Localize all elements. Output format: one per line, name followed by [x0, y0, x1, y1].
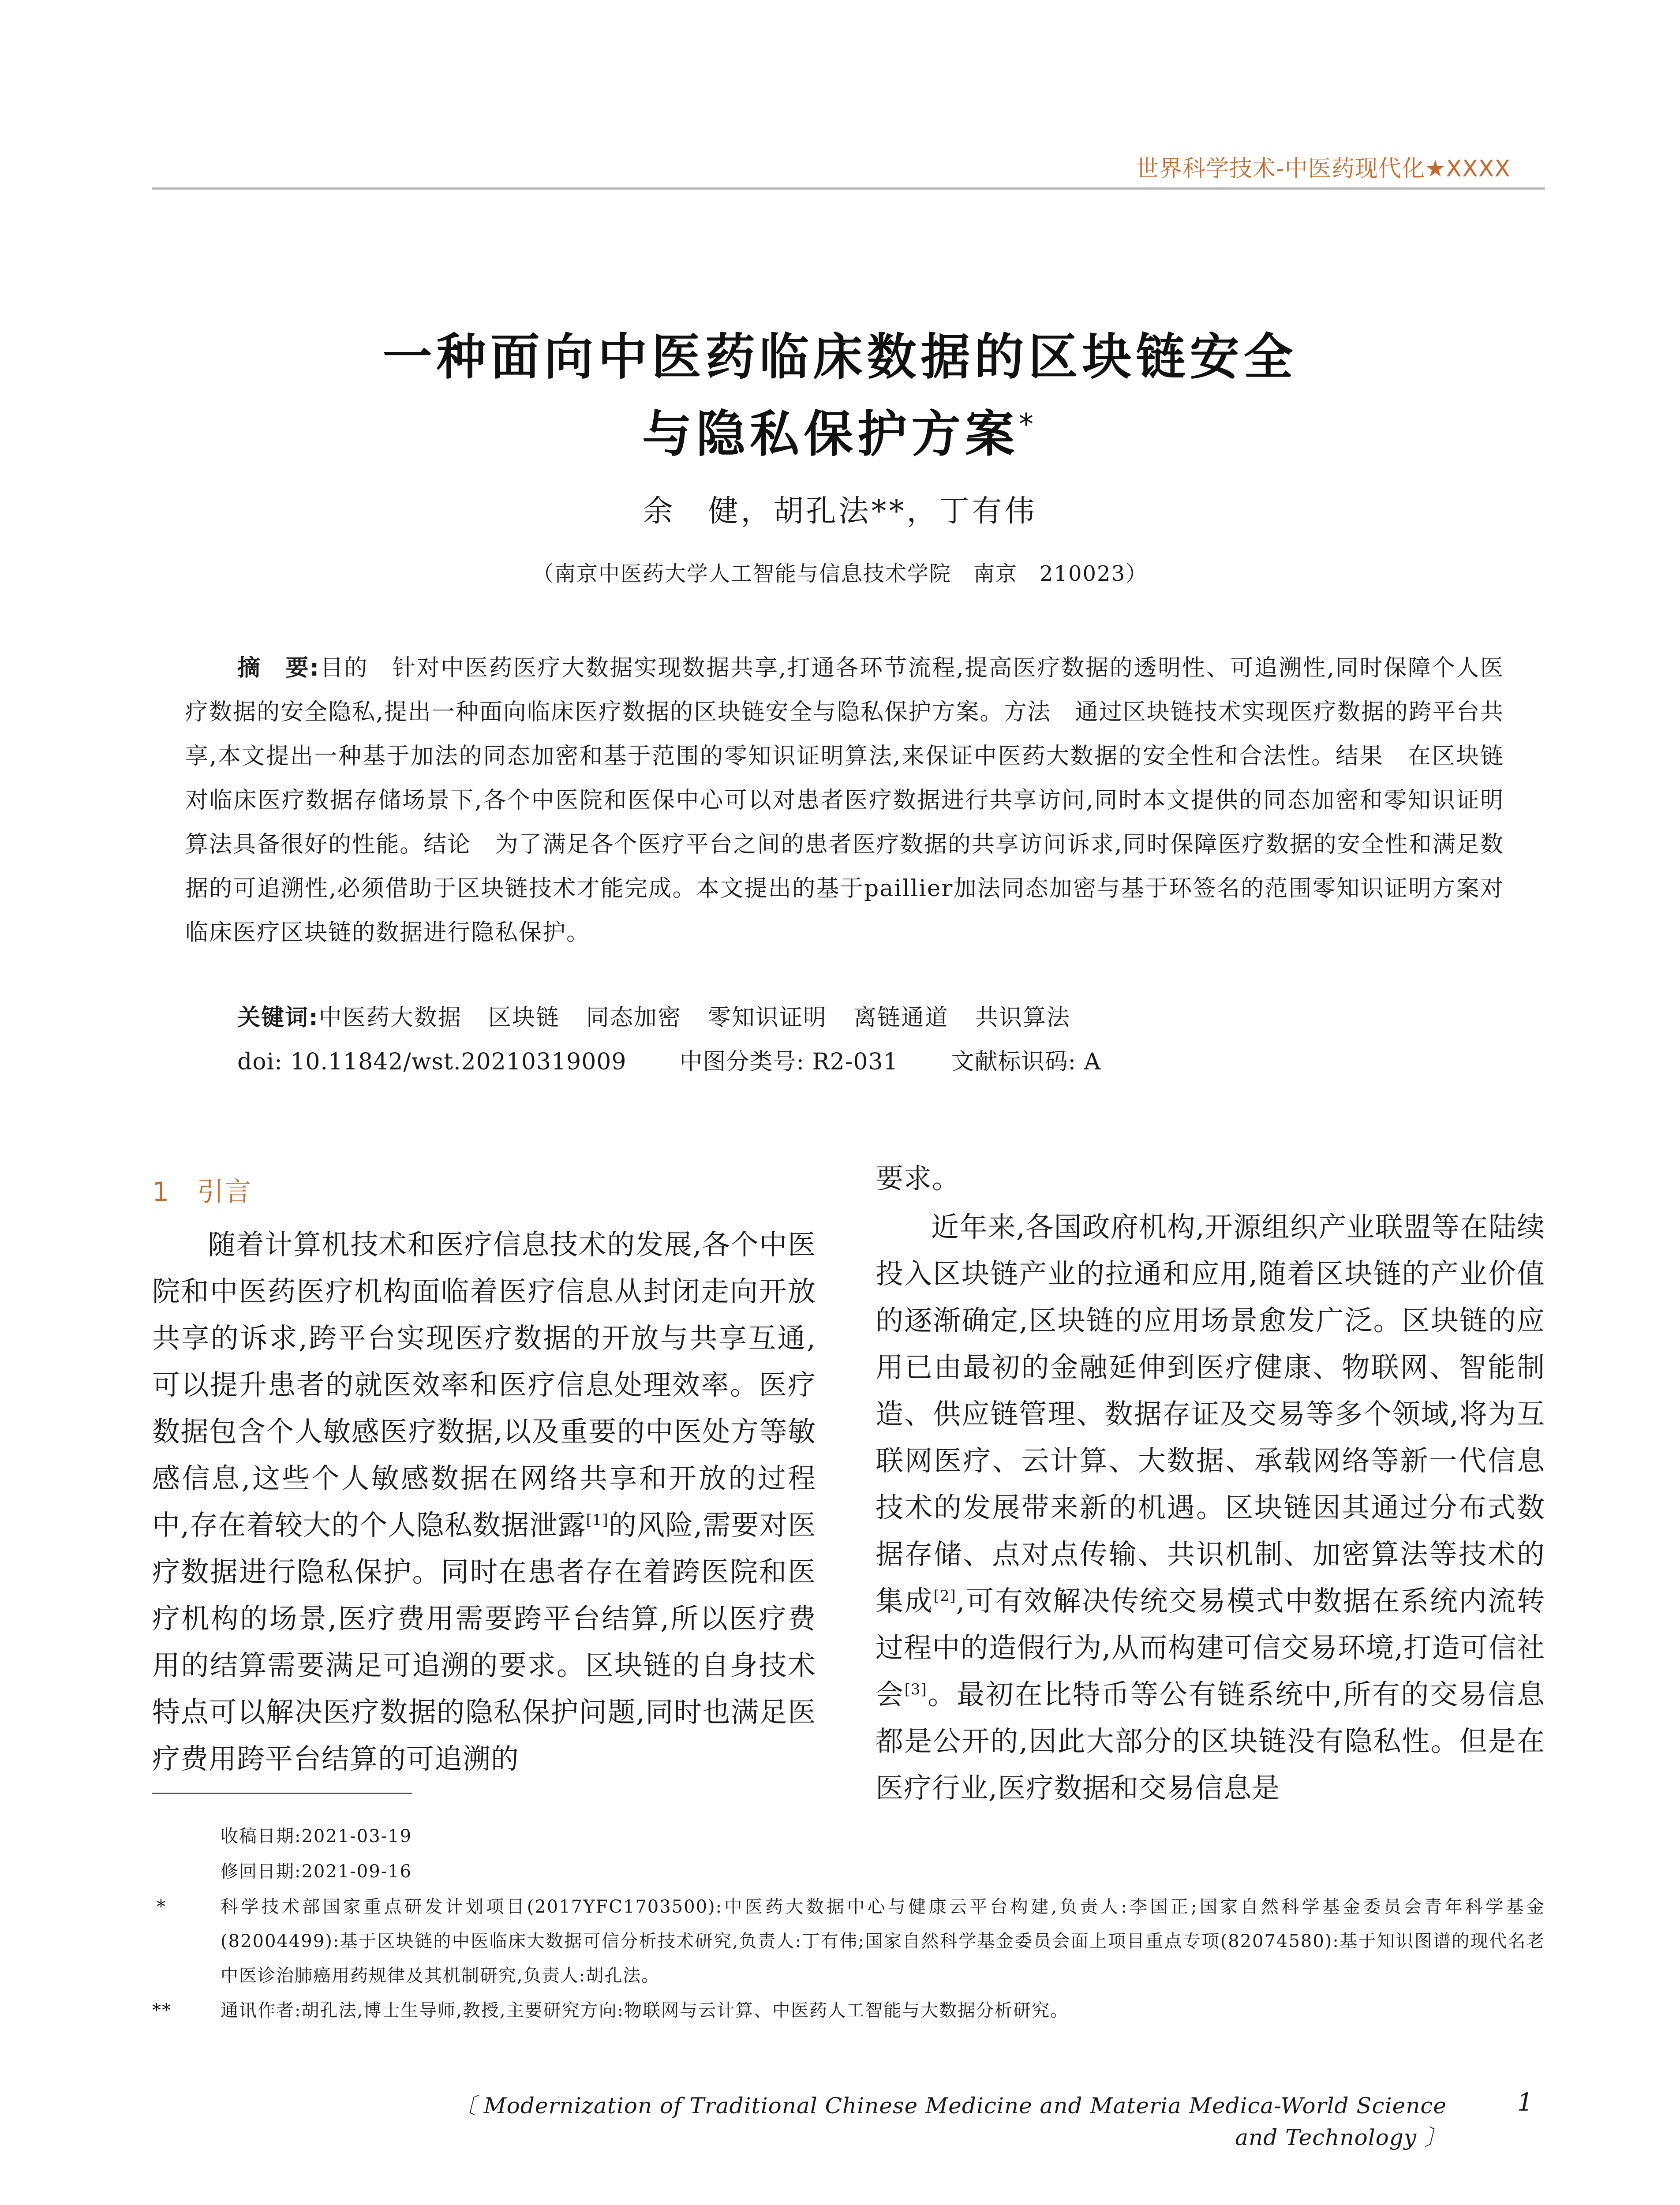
keywords [237, 999, 1503, 1032]
abstract-label: 摘 要: [237, 655, 320, 681]
affiliation: （南京中医药大学人工智能与信息技术学院 南京 210023） [532, 561, 1148, 586]
keyword: 零知识证明 [707, 1005, 827, 1031]
corresponding-author-note: 通讯作者:胡孔法,博士生导师,教授,主要研究方向:物联网与云计算、中医药人工智能与大数据分析研究。 [221, 2000, 1069, 2021]
doi: doi: 10.11842/wst.20210319009 [237, 1049, 627, 1075]
abstract-text: 目的 针对中医药医疗大数据实现数据共享,打通各环节流程,提高医疗数据的透明性、可追溯性,同时保障个人医疗数据的安全隐私,提出一种面向临床医疗数据的区块链安全与隐私保护方案。方法 通过区块链技术实现医疗数据的跨平台共享,本文提出一种基于加法的同态加密和基于范围的零知识证明算法,来保证中医药大数据的安全性和合法性。结果 在区块链对临床医疗数据存储场景下,各个中医院和医保中心可以对患者医疗数据进行共享访问,同时本文提供的同态加密和零知识证明算法具备很好的性能。结论 为了满足各个医疗平台之间的患者医疗数据的共享访问诉求,同时保障医疗数据的安全性和满足数据的可追溯性,必须借助于区块链技术才能完成。本文提出的基于paillier加法同态加密与基于环签名的范围零知识证明方案对临床医疗区块链的数据进行隐私保护。 [185, 655, 1504, 946]
funding-note: 科学技术部国家重点研发计划项目(2017YFC1703500):中医药大数据中心与健康云平台构建,负责人:李国正;国家自然科学基金委员会青年科学基金(82004499):基于区块链的中医临床大数据可信分析技术研究,负责人:丁有伟;国家自然科学基金委员会面上项目重点专项(82074580):基于知识图谱的现代名老中医诊治肺癌用药规律及其机制研究,负责人:胡孔法。 [221, 1897, 1545, 1986]
abstract [185, 646, 1504, 955]
paragraph-text: 。最初在比特币等公有链系统中,所有的交易信息都是公开的,因此大部分的区块链没有隐私性。但是在医疗行业,医疗数据和交易信息是 [876, 1678, 1545, 1804]
citation-ref[interactable]: [1] [586, 1511, 609, 1529]
keywords-label: 关键词: [237, 1005, 319, 1031]
clc-number: 中图分类号: R2-031 [679, 1049, 898, 1075]
revised-date: 修回日期:2021-09-16 [221, 1861, 412, 1882]
footnote-rule [152, 1793, 412, 1794]
keyword: 区块链 [488, 1005, 560, 1031]
running-head: 世界科学技术-中医药现代化★XXXX [1136, 156, 1511, 182]
paragraph-text: 随着计算机技术和医疗信息技术的发展,各个中医院和中医药医疗机构面临着医疗信息从封闭走向开放共享的诉求,跨平台实现医疗数据的开放与共享互通,可以提升患者的就医效率和医疗信息处理效率。医疗数据包含个人敏感医疗数据,以及重要的中医处方等敏感信息,这些个人敏感数据在网络共享和开放的过程中,存在着较大的个人隐私数据泄露 [152, 1229, 816, 1541]
paper-title-line-1: 一种面向中医药临床数据的区块链安全 [382, 329, 1298, 386]
section-heading: 1 引言 [152, 1177, 252, 1207]
right-column-continuation: 要求。 [876, 1162, 960, 1195]
journal-footer: 〔 Modernization of Traditional Chinese Medicine and Materia Medica-World Science and Technology 〕 [453, 2093, 1447, 2150]
paragraph-text: 的风险,需要对医疗数据进行隐私保护。同时在患者存在着跨医院和医疗机构的场景,医疗费用需要跨平台结算,所以医疗费用的结算需要满足可追溯的要求。区块链的自身技术特点可以解决医疗数据的隐私保护问题,同时也满足医疗费用跨平台结算的可追溯的 [152, 1509, 816, 1775]
document-code: 文献标识码: A [951, 1049, 1101, 1075]
citation-ref[interactable]: [2] [933, 1587, 956, 1605]
paper-title-text: 与隐私保护方案 [642, 406, 1019, 463]
fund-marker: * [157, 1897, 166, 1917]
article-meta [237, 1043, 1503, 1076]
keyword: 离链通道 [853, 1005, 949, 1031]
keyword: 中医药大数据 [318, 1005, 462, 1031]
header-rule [152, 187, 1545, 190]
title-footnote-marker: * [1019, 407, 1038, 441]
citation-ref[interactable]: [3] [904, 1681, 927, 1698]
paper-title-line-2 [0, 395, 1680, 466]
author-list: 余 健，胡孔法**，丁有伟 [643, 494, 1037, 529]
page-number: 1 [1517, 2088, 1533, 2117]
received-date: 收稿日期:2021-03-19 [221, 1826, 412, 1846]
corresponding-marker: ** [152, 2000, 172, 2021]
right-column-paragraph [876, 1204, 1545, 1812]
paragraph-text: 近年来,各国政府机构,开源组织产业联盟等在陆续投入区块链产业的拉通和应用,随着区块链的产业价值的逐渐确定,区块链的应用场景愈发广泛。区块链的应用已由最初的金融延伸到医疗健康、物联网、智能制造、供应链管理、数据存证及交易等多个领域,将为互联网医疗、云计算、大数据、承载网络等新一代信息技术的发展带来新的机遇。区块链因其通过分布式数据存储、点对点传输、共识机制、加密算法等技术的集成 [876, 1211, 1545, 1617]
left-column-paragraph [152, 1222, 816, 1783]
keyword: 同态加密 [586, 1005, 681, 1031]
keyword: 共识算法 [975, 1005, 1070, 1031]
paragraph-text: ,可有效解决传统交易模式中数据在系统内流转过程中的造假行为,从而构建可信交易环境,打造可信社会 [876, 1585, 1545, 1711]
